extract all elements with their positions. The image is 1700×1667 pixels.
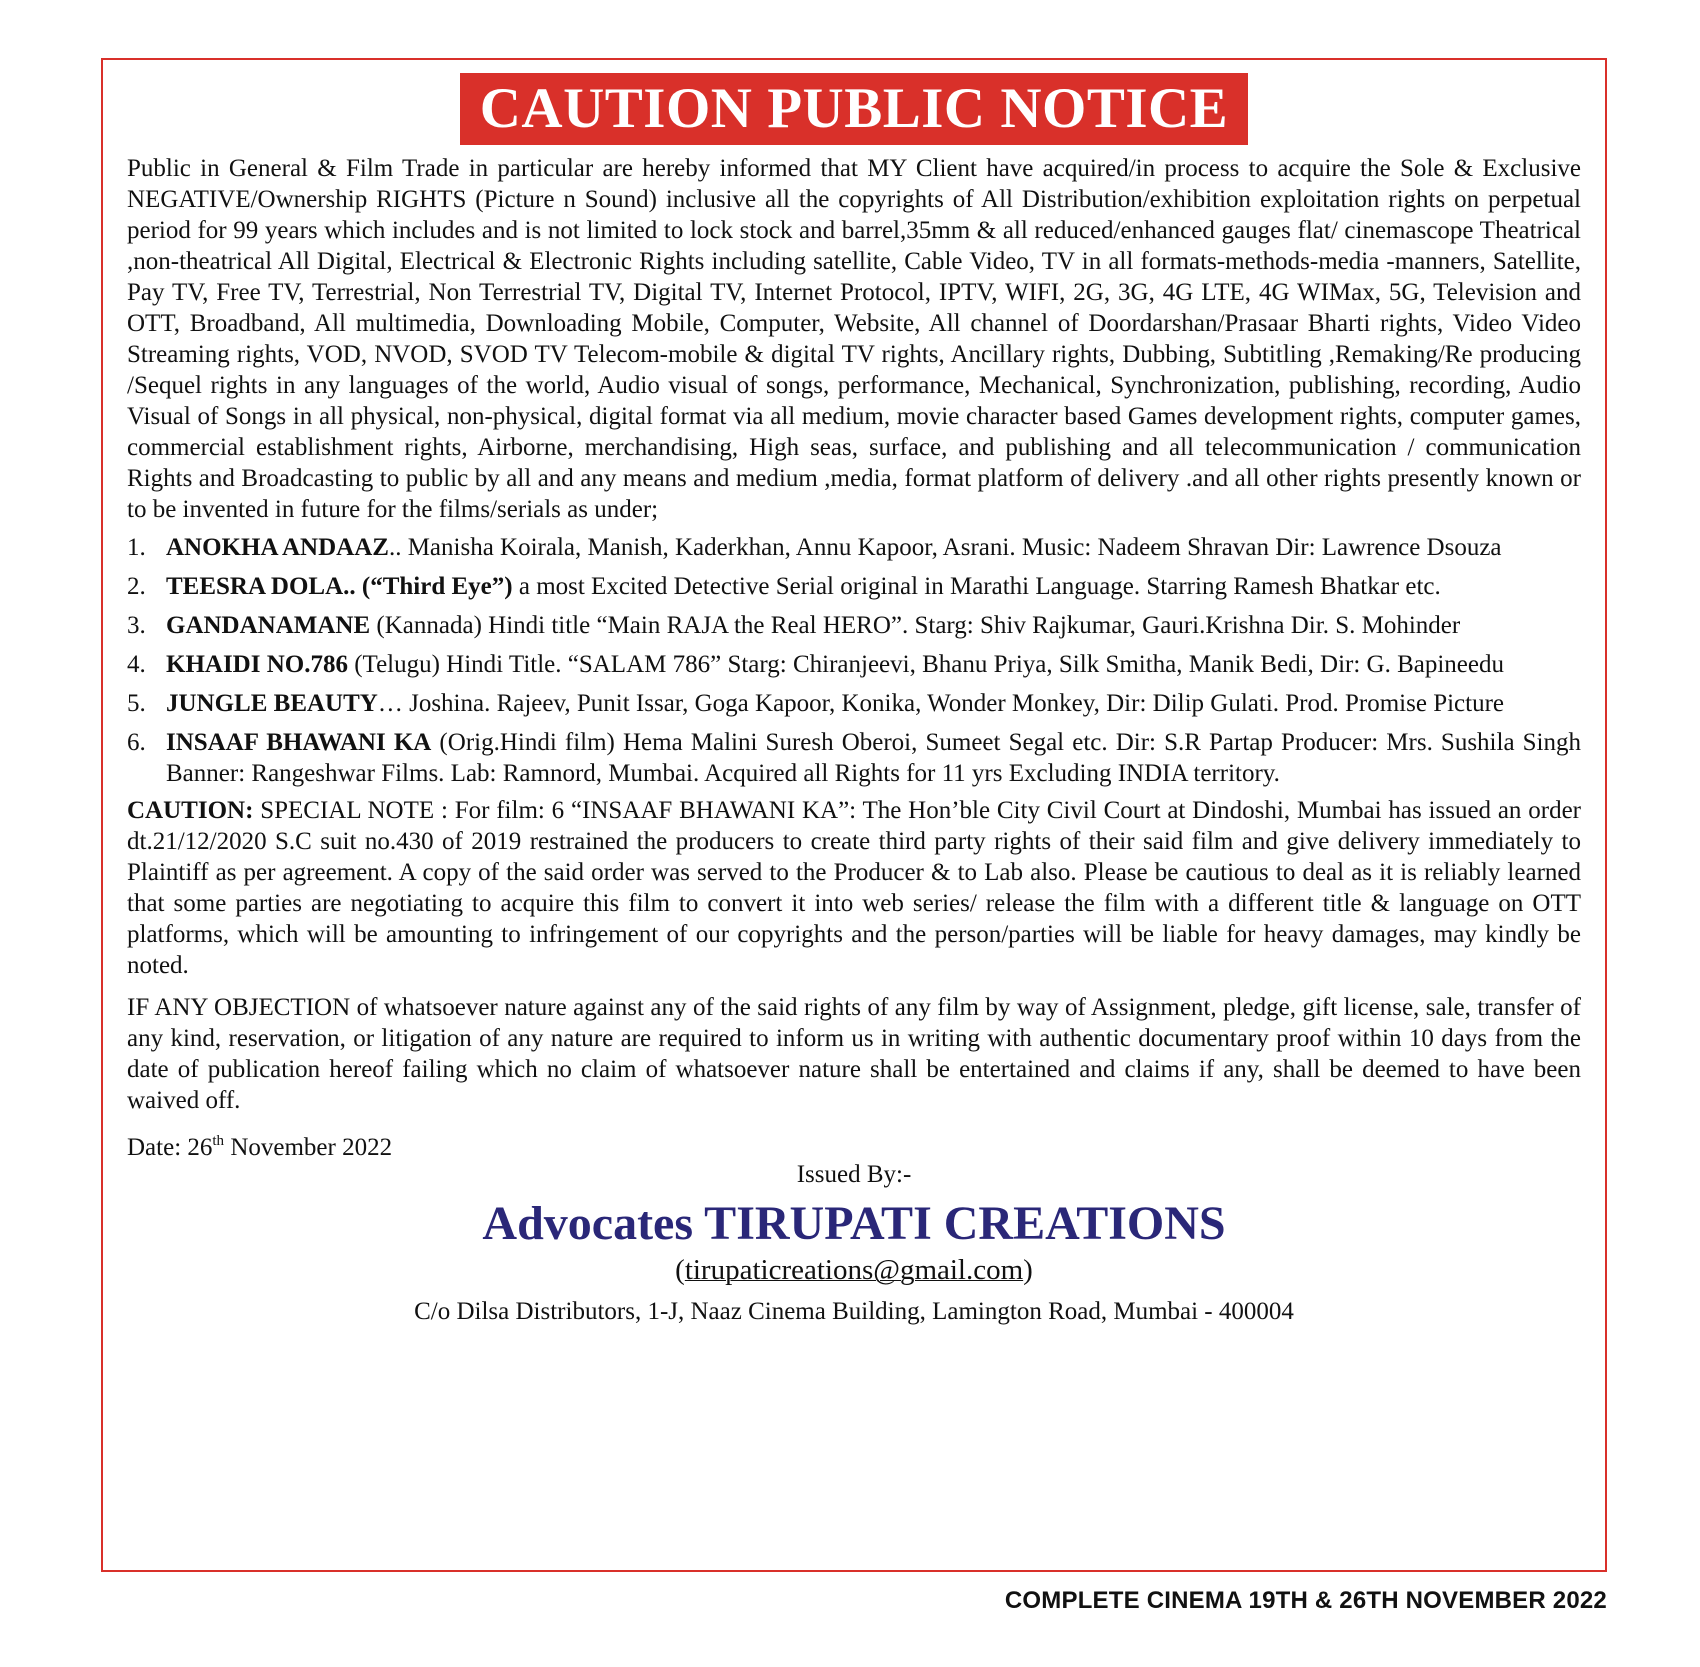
list-item xyxy=(127,727,1581,789)
item-number: 3. xyxy=(127,612,146,639)
list-item xyxy=(127,610,1581,641)
notice-body xyxy=(127,153,1581,1328)
film-title: KHAIDI NO.786 xyxy=(166,651,348,678)
list-item xyxy=(127,571,1581,602)
film-details: a most Excited Detective Serial original in Marathi Language. Starring Ramesh Bhatkar etc. xyxy=(512,573,1441,600)
date-suffix: th xyxy=(212,1133,225,1149)
date-rest: November 2022 xyxy=(224,1134,393,1161)
issuer-name: Advocates TIRUPATI CREATIONS xyxy=(482,1197,1226,1250)
email-open-paren: ( xyxy=(675,1254,685,1286)
list-item xyxy=(127,649,1581,680)
date-label: Date: 26 xyxy=(127,1134,213,1161)
publication-footer: COMPLETE CINEMA 19TH & 26TH NOVEMBER 2022 xyxy=(1004,1587,1607,1614)
list-item xyxy=(127,688,1581,719)
issued-by-label: Issued By:- xyxy=(796,1161,912,1188)
item-number: 6. xyxy=(127,729,146,756)
film-title: INSAAF BHAWANI KA xyxy=(166,729,432,756)
item-number: 2. xyxy=(127,573,146,600)
issuer-email xyxy=(127,1252,1581,1288)
title-banner xyxy=(103,73,1605,145)
intro-paragraph: Public in General & Film Trade in particular are hereby informed that MY Client have acquired/in process to acquire the Sole & Exclusive NEGATIVE/Ownership RIGHTS (Picture n Sound) inclusive all the copyrights of All Distribution/exhibition exploitation rights on perpetual period for 99 years which includes and is not limited to lock stock and barrel,35mm & all reduced/enhanced gauges flat/ cinemascope Theatrical ,non-theatrical All Digital, Electrical & Electronic Rights including satellite, Cable Video, TV in all formats-methods-media -manners, Satellite, Pay TV, Free TV, Terrestrial, Non Terrestrial TV, Digital TV, Internet Protocol, IPTV, WIFI, 2G, 3G, 4G LTE, 4G WIMax, 5G, Television and OTT, Broadband, All multimedia, Downloading Mobile, Computer, Website, All channel of Doordarshan/Prasaar Bharti rights, Video Video Streaming rights, VOD, NVOD, SVOD TV Telecom-mobile & digital TV rights, Ancillary rights, Dubbing, Subtitling ,Remaking/Re producing /Sequel rights in any languages of the world, Audio visual of songs, performance, Mechanical, Synchronization, publishing, recording, Audio Visual of Songs in all physical, non-physical, digital format via all medium, movie character based Games development rights, computer games, commercial establishment rights, Airborne, merchandising, High seas, surface, and publishing and all telecommunication / communication Rights and Broadcasting to public by all and any means and medium ,media, format platform of delivery .and all other rights presently known or to be invented in future for the films/serials as under; xyxy=(127,155,1581,523)
notice-frame xyxy=(101,58,1607,1572)
film-details: … Joshina. Rajeev, Punit Issar, Goga Kapoor, Konika, Wonder Monkey, Dir: Dilip Gulati. Prod. Promise Picture xyxy=(377,690,1505,717)
film-details: (Kannada) Hindi title “Main RAJA the Real HERO”. Starg: Shiv Rajkumar, Gauri.Krishna Dir. S. Mohinder xyxy=(370,612,1461,639)
film-title: TEESRA DOLA.. (“Third Eye”) xyxy=(166,573,513,600)
film-details: (Telugu) Hindi Title. “SALAM 786” Starg: Chiranjeevi, Bhanu Priya, Silk Smitha, Manik Bedi, Dir: G. Bapineedu xyxy=(347,651,1504,678)
notice-title: CAUTION PUBLIC NOTICE xyxy=(460,73,1248,145)
film-details: .. Manisha Koirala, Manish, Kaderkhan, Annu Kapoor, Asrani. Music: Nadeem Shravan Dir: Lawrence Dsouza xyxy=(388,534,1502,561)
film-list xyxy=(127,532,1581,789)
item-number: 4. xyxy=(127,651,146,678)
email-close-paren: ) xyxy=(1023,1254,1033,1286)
list-item xyxy=(127,532,1581,563)
caution-text: SPECIAL NOTE : For film: 6 “INSAAF BHAWANI KA”: The Hon’ble City Civil Court at Dindoshi, Mumbai has issued an order dt.21/12/2020 S.C suit no.430 of 2019 restrained the producers to create third party rights of their said film and give delivery immediately to Plaintiff as per agreement. A copy of the said order was served to the Producer & to Lab also. Please be cautious to deal as it is reliably learned that some parties are negotiating to acquire this film to convert it into web series/ release the film with a different title & language on OTT platforms, which will be amounting to infringement of our copyrights and the person/parties will be liable for heavy damages, may kindly be noted. xyxy=(127,797,1581,979)
caution-label: CAUTION: xyxy=(127,797,254,824)
item-number: 1. xyxy=(127,534,146,561)
issuer-address: C/o Dilsa Distributors, 1-J, Naaz Cinema Building, Lamington Road, Mumbai - 400004 xyxy=(414,1298,1294,1325)
caution-paragraph xyxy=(127,795,1581,981)
email-link[interactable]: tirupaticreations@gmail.com xyxy=(684,1254,1024,1286)
film-title: ANOKHA ANDAAZ xyxy=(166,534,389,561)
film-details: (Orig.Hindi film) Hema Malini Suresh Oberoi, Sumeet Segal etc. Dir: S.R Partap Producer: Mrs. Sushila Singh Banner: Rangeshwar Films. Lab: Ramnord, Mumbai. Acquired all Rights for 11 yrs Excluding INDIA territory. xyxy=(166,729,1582,787)
film-title: GANDANAMANE xyxy=(166,612,371,639)
objection-paragraph: IF ANY OBJECTION of whatsoever nature against any of the said rights of any film by way of Assignment, pledge, gift license, sale, transfer of any kind, reservation, or litigation of any nature are required to inform us in writing with authentic documentary proof within 10 days from the date of publication hereof failing which no claim of whatsoever nature shall be entertained and claims if any, shall be deemed to have been waived off. xyxy=(127,994,1581,1114)
item-number: 5. xyxy=(127,690,146,717)
film-title: JUNGLE BEAUTY xyxy=(166,690,378,717)
